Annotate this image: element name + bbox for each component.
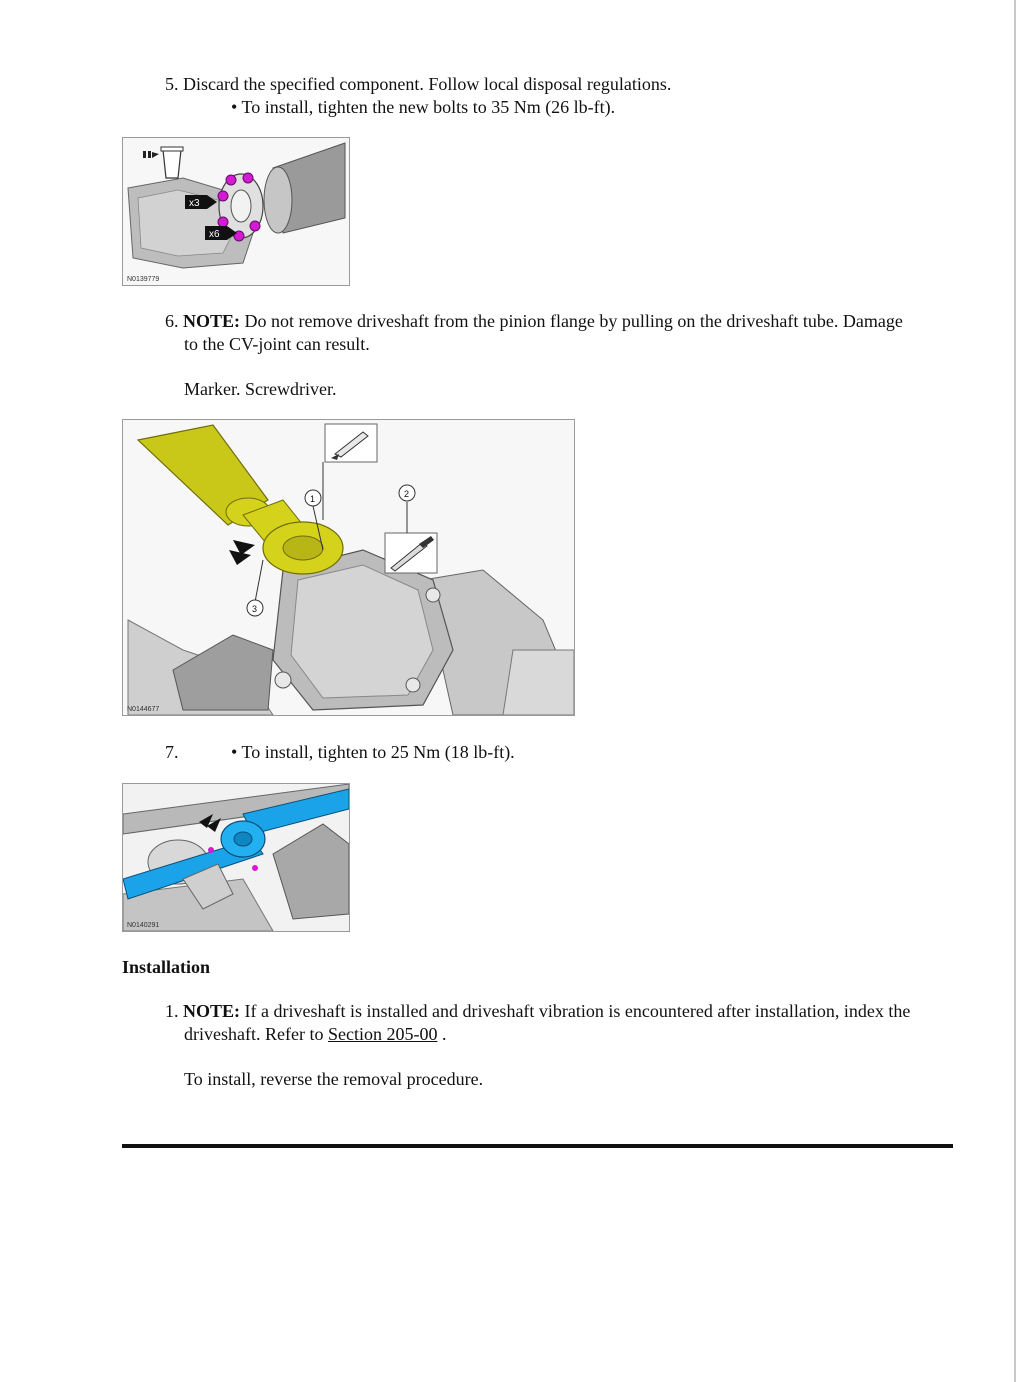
figure-step-7-illustration [123, 784, 349, 931]
step-6 [165, 310, 903, 333]
callout-3: 3 [252, 604, 258, 614]
figure-code: N0140291 [127, 922, 160, 929]
label-x6: x6 [209, 229, 220, 240]
step-7-number: 7. [165, 742, 179, 762]
note-label: NOTE: [183, 311, 241, 331]
note-text: Do not remove driveshaft from the pinion flange by pulling on the driveshaft tube. Damage [244, 311, 903, 331]
note-text-prefix: driveshaft. Refer to [184, 1024, 324, 1044]
label-x3: x3 [189, 198, 200, 209]
installation-instruction: To install, reverse the removal procedure. [184, 1069, 484, 1089]
step-number: 5. [165, 74, 179, 94]
note-label: NOTE: [183, 1001, 241, 1021]
figure-code: N0144677 [127, 706, 160, 713]
step-text: Discard the specified component. Follow local disposal regulations. [183, 74, 672, 94]
callout-1: 1 [310, 494, 316, 504]
bottom-rule [122, 1144, 953, 1148]
figure-step-5-illustration [123, 138, 349, 285]
figure-code: N0139779 [127, 276, 160, 283]
figure-step-6 [122, 419, 575, 716]
figure-step-7 [122, 783, 350, 932]
note-text: If a driveshaft is installed and driveshaft vibration is encountered after installation, index the [244, 1001, 911, 1021]
step-5-bullet: • To install, tighten the new bolts to 35 Nm (26 lb-ft). [231, 97, 616, 117]
step-number: 6. [165, 311, 179, 331]
step-6-note-continued: to the CV-joint can result. [184, 334, 370, 354]
step-5 [165, 73, 671, 96]
figure-step-5 [122, 137, 350, 286]
step-number: 1. [165, 1001, 179, 1021]
installation-step-1 [165, 1000, 910, 1023]
note-text-suffix: . [441, 1024, 447, 1044]
figure-step-6-illustration [123, 420, 574, 715]
callout-2: 2 [404, 489, 410, 499]
installation-heading: Installation [122, 957, 211, 977]
installation-note-continued [184, 1023, 446, 1046]
step-6-tools: Marker. Screwdriver. [184, 379, 337, 399]
section-link[interactable]: Section 205-00 [327, 1024, 438, 1044]
step-7-bullet: • To install, tighten to 25 Nm (18 lb-ft). [231, 742, 515, 762]
